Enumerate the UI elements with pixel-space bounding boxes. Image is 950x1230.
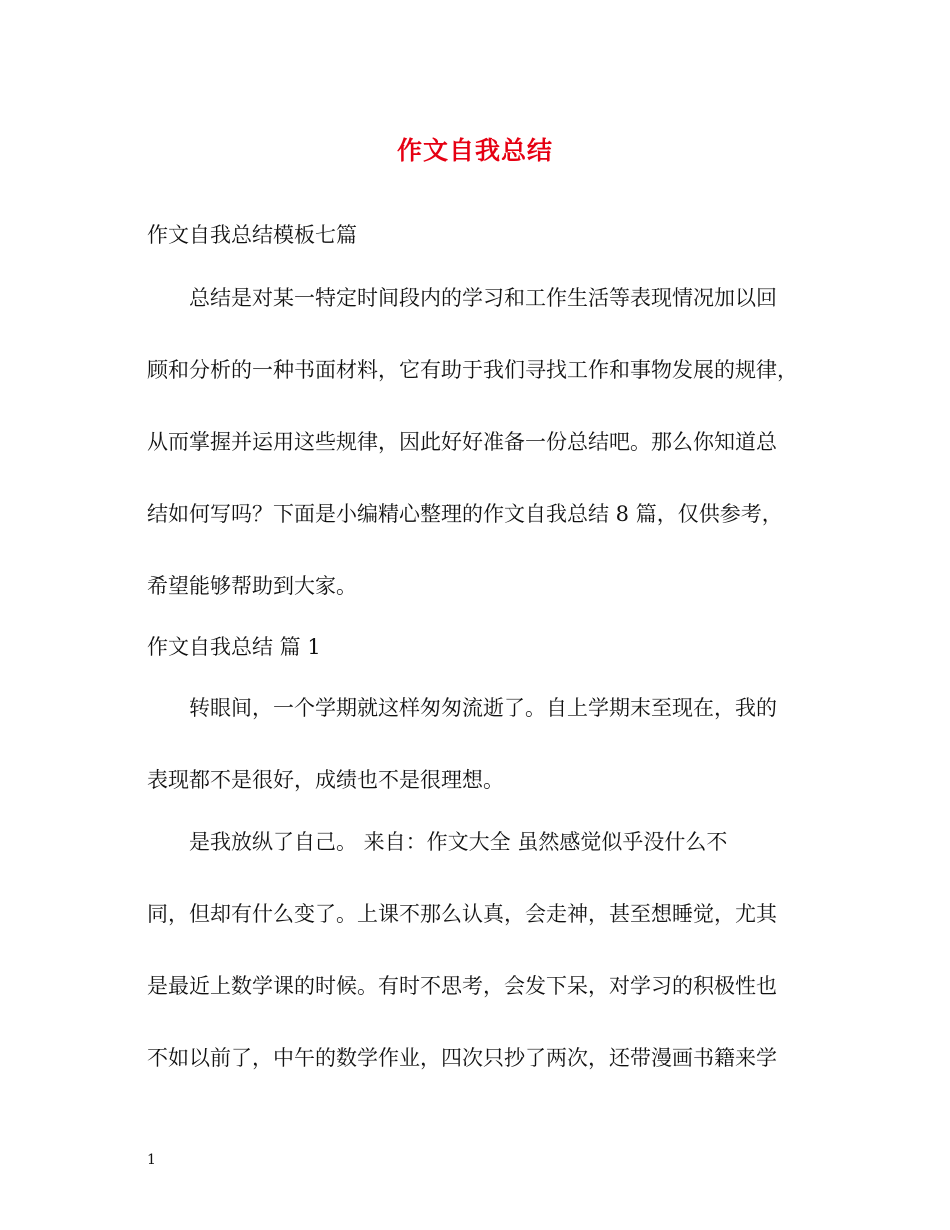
section-line-1: 转眼间，一个学期就这样匆匆流逝了。自上学期末至现在，我的 — [189, 696, 777, 720]
page-title: 作文自我总结 — [396, 136, 553, 165]
intro-line-1: 总结是对某一特定时间段内的学习和工作生活等表现情况加以回 — [189, 286, 777, 310]
section-line-5: 是最近上数学课的时候。有时不思考，会发下呆，对学习的积极性也 — [147, 974, 777, 998]
section-line-3: 是我放纵了自己。 来自：作文大全 虽然感觉似乎没什么不 — [189, 830, 728, 854]
intro-line-2: 顾和分析的一种书面材料，它有助于我们寻找工作和事物发展的规律， — [147, 358, 798, 382]
section-line-2: 表现都不是很好，成绩也不是很理想。 — [147, 768, 504, 792]
intro-line-3: 从而掌握并运用这些规律，因此好好准备一份总结吧。那么你知道总 — [147, 430, 777, 454]
page-number: 1 — [147, 1152, 156, 1168]
section-line-6: 不如以前了，中午的数学作业，四次只抄了两次，还带漫画书籍来学 — [147, 1046, 777, 1070]
document-subtitle: 作文自我总结模板七篇 — [147, 223, 357, 247]
section-heading: 作文自我总结 篇 1 — [147, 635, 321, 659]
section-line-4: 同，但却有什么变了。上课不那么认真，会走神，甚至想睡觉，尤其 — [147, 902, 777, 926]
intro-line-4: 结如何写吗？下面是小编精心整理的作文自我总结 8 篇，仅供参考， — [147, 502, 783, 526]
intro-line-5: 希望能够帮助到大家。 — [147, 574, 357, 598]
